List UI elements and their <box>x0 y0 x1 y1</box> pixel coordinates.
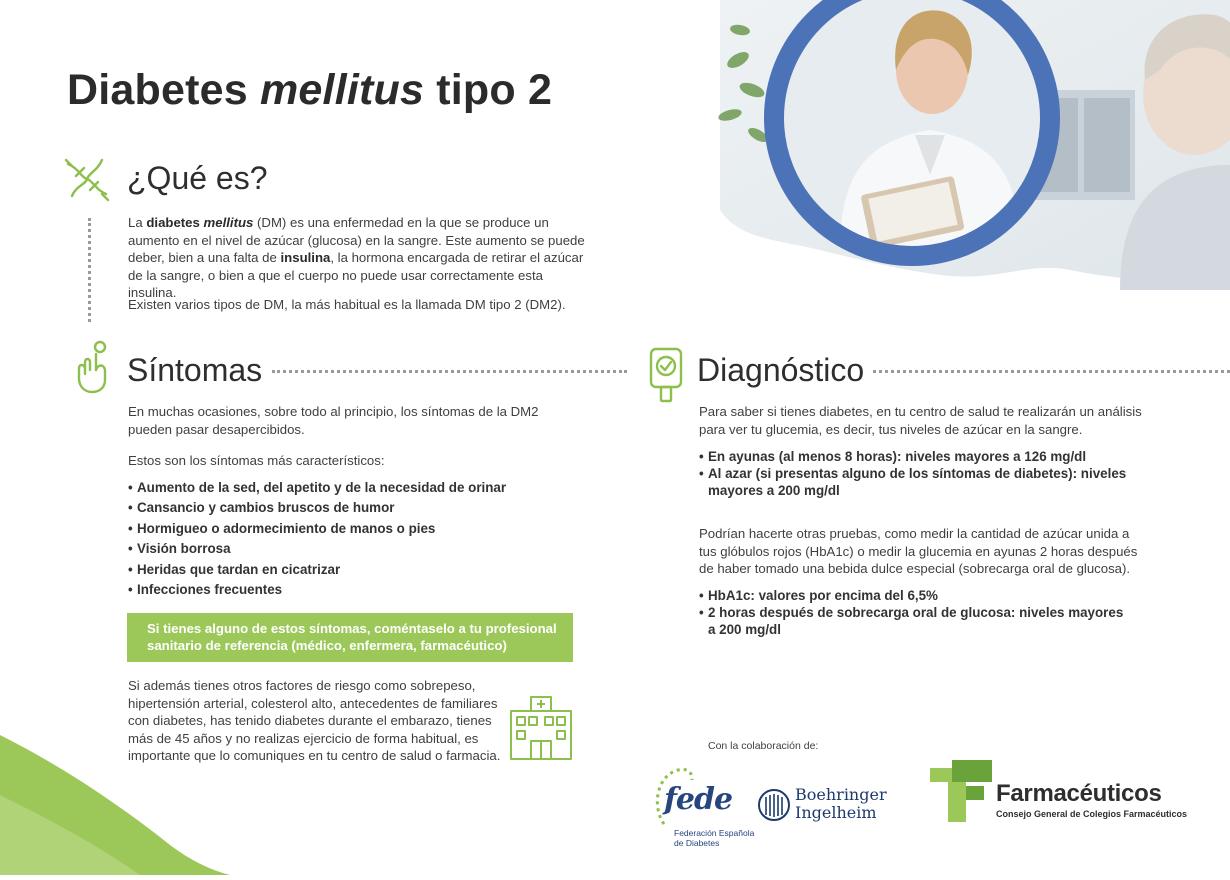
glucometer-icon <box>648 346 684 409</box>
diagnostico-criteria-list <box>699 448 1129 499</box>
page-title: Diabetes mellitus tipo 2 <box>67 66 553 114</box>
callout-box: Si tienes alguno de estos síntomas, coméntaselo a tu profesional sanitario de referencia (médico, enfermera, farmacéutico) <box>127 613 573 662</box>
boehringer-line-2: Ingelheim <box>795 803 877 822</box>
que-es-heading: ¿Qué es? <box>127 160 268 196</box>
criteria-item: • 2 horas después de sobrecarga oral de glucosa: niveles mayores a 200 mg/dl <box>699 604 1129 638</box>
criteria-item: • Al azar (si presentas alguno de los síntomas de diabetes): niveles mayores a 200 mg/dl <box>699 465 1129 499</box>
que-es-paragraph-2: Existen varios tipos de DM, la más habitual es la llamada DM tipo 2 (DM2). <box>128 297 566 312</box>
boehringer-line-1: Boehringer <box>795 785 887 804</box>
diagnostico-divider <box>873 370 1230 373</box>
fede-mark: fede <box>664 782 733 817</box>
symptom-item: • Infecciones frecuentes <box>128 581 588 598</box>
diagnostico-intro: Para saber si tienes diabetes, en tu centro de salud te realizarán un análisis para ver tu glucemia, es decir, tus niveles de azúcar en la sangre. <box>699 404 1142 437</box>
sintomas-divider <box>272 370 627 373</box>
symptom-item: • Heridas que tardan en cicatrizar <box>128 561 588 578</box>
symptom-item: • Aumento de la sed, del apetito y de la necesidad de orinar <box>128 479 588 496</box>
que-es-run: , la hormona encargada de retirar el azúcar de la sangre, o bien a que el cuerpo no puede usar correctamente esta insulina. <box>128 250 584 300</box>
green-brush-decoration <box>0 735 240 880</box>
que-es-run: La <box>128 215 147 230</box>
farmaceuticos-emblem-icon <box>930 760 994 822</box>
fede-name: Federación Española de Diabetes <box>674 828 755 848</box>
collaboration-label: Con la colaboración de: <box>708 740 819 752</box>
sintomas-lead: Estos son los síntomas más característicos: <box>128 453 385 468</box>
diagnostico-other-tests: Podrían hacerte otras pruebas, como medir la cantidad de azúcar unida a tus glóbulos rojos (HbA1c) o medir la glucemia en ayunas 2 horas después de haber tomado una bebida dulce especial (sobrecarga oral de glucosa). <box>699 526 1138 576</box>
symptom-item: • Cansancio y cambios bruscos de humor <box>128 499 588 516</box>
symptom-item: • Visión borrosa <box>128 540 588 557</box>
boehringer-emblem-icon <box>757 788 791 822</box>
criteria-item: • En ayunas (al menos 8 horas): niveles mayores a 126 mg/dl <box>699 448 1129 465</box>
fede-logo <box>652 762 762 852</box>
symptom-item: • Hormigueo o adormecimiento de manos o pies <box>128 520 588 537</box>
symptom-list <box>128 479 588 601</box>
sintomas-heading: Síntomas <box>127 352 263 388</box>
vertical-divider <box>88 218 91 322</box>
doctor-patient-photo <box>700 0 1230 300</box>
que-es-run: (DM) es una enfermedad en la que se produce un aumento en el nivel de azúcar (glucosa) en la sangre. Este aumento se puede deber, bien a una falta de <box>128 215 585 265</box>
farmaceuticos-subtitle: Consejo General de Colegios Farmacéuticos <box>996 809 1188 819</box>
que-es-paragraph <box>128 214 588 302</box>
que-es-run: diabetes <box>146 215 204 230</box>
criteria-item: • HbA1c: valores por encima del 6,5% <box>699 587 1129 604</box>
risk-paragraph: Si además tienes otros factores de riesgo como sobrepeso, hipertensión arterial, colesterol alto, antecedentes de familiares con diabetes, has tenido diabetes durante el embarazo, tienes más de 45 años y no realizas ejercicio de forma habitual, es importante que lo comuniques en tu centro de salud o farmacia. <box>128 678 501 763</box>
sintomas-intro: En muchas ocasiones, sobre todo al principio, los síntomas de la DM2 pueden pasar desapercibidos. <box>128 404 539 437</box>
farmaceuticos-title: Farmacéuticos <box>996 780 1162 807</box>
que-es-run: mellitus <box>203 215 254 230</box>
finger-hand-icon <box>74 340 114 401</box>
diagnostico-other-criteria-list <box>699 587 1129 638</box>
diagnostico-heading: Diagnóstico <box>697 352 865 388</box>
dna-candy-icon <box>62 154 112 209</box>
que-es-run: insulina <box>280 250 331 265</box>
hospital-icon <box>507 695 575 766</box>
